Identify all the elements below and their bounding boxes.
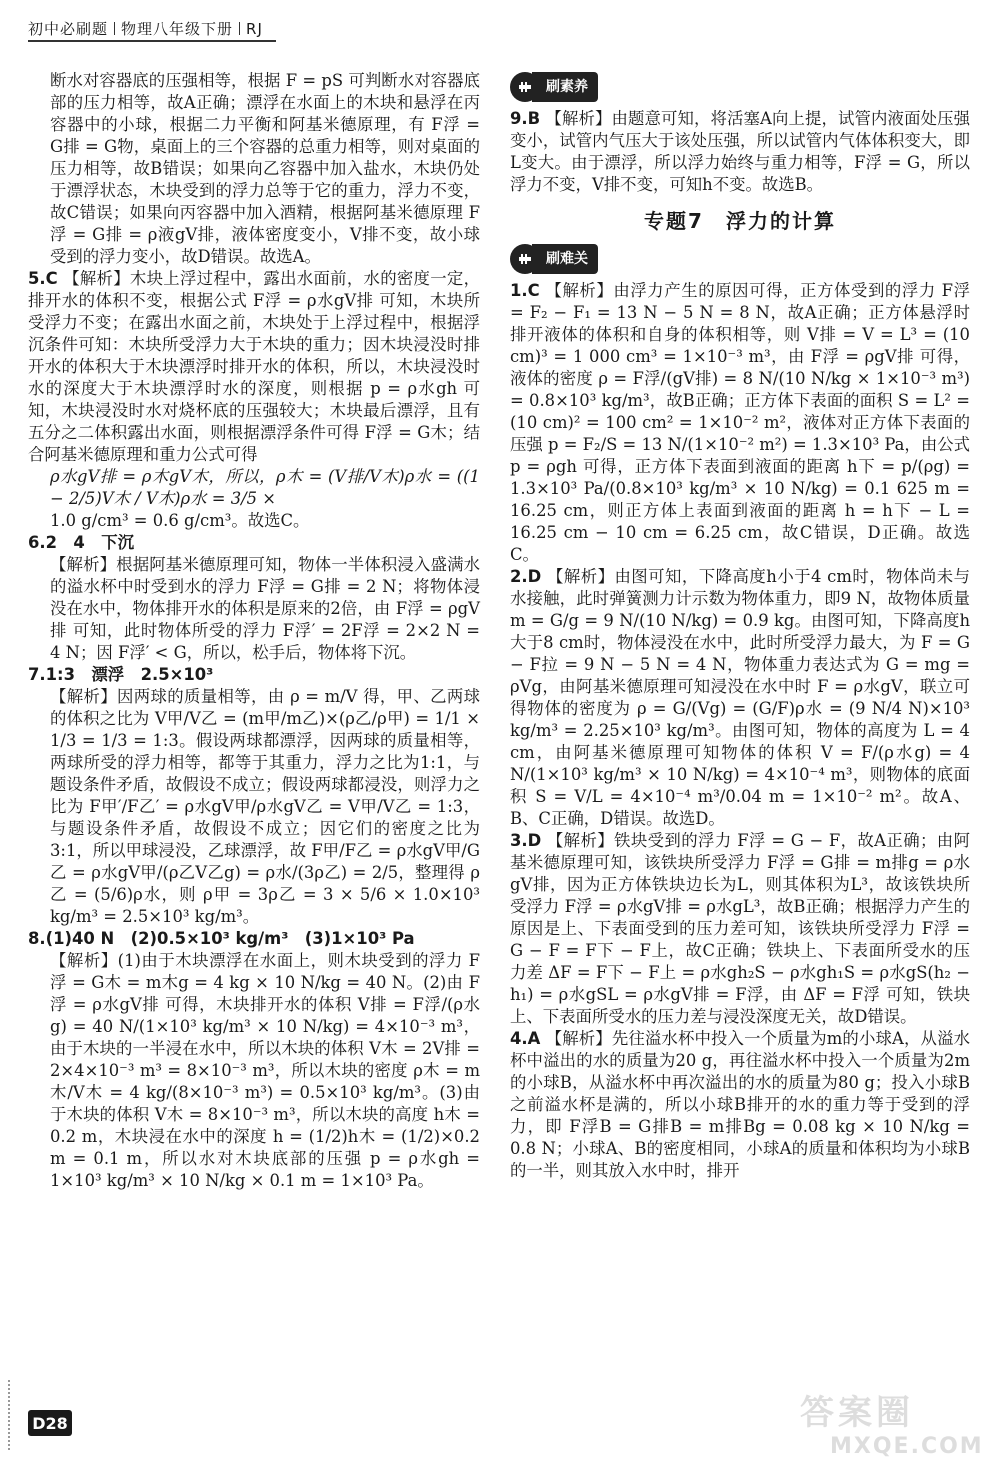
answer: 1:3 漂浮 2.5×10³ [45,665,214,684]
question-8 [28,928,480,950]
topic-title: 专题7 浮力的计算 [644,209,836,233]
answer: 2 4 下沉 [45,533,135,552]
question-number: 3.D [510,831,542,850]
page-header [28,18,263,39]
question-number: 6. [28,533,46,552]
page-number: D28 [28,1410,72,1436]
margin-dots [8,1380,16,1450]
right-column [510,70,970,1182]
solution-text: 【解析】先往溢水杯中投入一个质量为m的小球A，从溢水杯中溢出的水的质量为20 g，再往溢水杯中投入一个质量为2m的小球B，从溢水杯中再次溢出的水的质量为80 g；投入小球B之前溢水杯是满的，所以小球B排开的水的重力等于受到的浮力，即 F浮B = G排B = m排Bg = 0.08 kg × 10 N/kg = 0.8 N；小球A、B的密度相同，小球A的质量和体积均为小球B的一半，则其放入水中时，排开 [510,1029,970,1180]
solution-end: 1.0 g/cm³ = 0.6 g/cm³。故选C。 [50,511,310,530]
book-title: 初中必刷题 [28,20,109,38]
header-divider [114,22,115,35]
formula-line: ρ水gV排 = ρ木gV木，所以，ρ木 = (V排/V木)ρ水 = ((1 − 2/5)V木 / V木)ρ水 = 3/5 × [50,467,480,508]
solution-text: 【解析】由题意可知，将活塞A向上提，试管内液面处压强变小，试管内气压大于该处压强，所以试管内气体体积变大，即L变大。由于漂浮，所以浮力始终与重力相等，F浮 = G，所以浮力不变，V排不变，可知h不变。故选B。 [510,109,970,194]
answer: (1)40 N (2)0.5×10³ kg/m³ (3)1×10³ Pa [45,929,415,948]
question-number: 7. [28,665,46,684]
solution-text: 【解析】木块上浮过程中，露出水面前，水的密度一定，排开水的体积不变，根据公式 F浮 = ρ水gV排 可知，木块所受浮力不变；在露出水面之前，木块处于上浮过程中，根据浮沉条件可知：木块所受浮力大于木块的重力；因木块浸没时排开水的体积大于木块漂浮时排开水的体积，所以，木块浸没时水的深度大于木块漂浮时水的深度，则根据 p = ρ水gh 可知，木块浸没时水对烧杯底的压强较大；木块最后漂浮，且有五分之二体积露出水面，则根据漂浮条件可得 F浮 = G木；结合阿基米德原理和重力公式可得 [28,269,481,464]
solution-text: 【解析】因两球的质量相等，由 ρ = m/V 得，甲、乙两球的体积之比为 V甲/V乙 = (m甲/m乙)×(ρ乙/ρ甲) = 1/1 × 1/3 = 1/3 = 1:3。假设两球都漂浮，因两球的质量相等，两球所受的浮力相等，都等于其重力，浮力之比为1:1，与题设条件矛盾，故假设不成立；假设两球都浸没，则浮力之比为 F甲′/F乙′ = ρ水gV甲/ρ水gV乙 = V甲/V乙 = 1:3，与题设条件矛盾，故假设不成立；因它们的密度之比为3:1，所以甲球浸没，乙球漂浮，故 F甲/F乙 = ρ水gV甲/G乙 = ρ水gV甲/(ρ乙V乙g) = ρ水/(3ρ乙) = 2/5，整理得 ρ乙 = (5/6)ρ水，则 ρ甲 = 3ρ乙 = 3 × 5/6 × 1.0×10³ kg/m³ = 2.5×10³ kg/m³。 [50,687,480,926]
badge-label: 刷素养 [532,72,598,102]
section-badge [510,72,598,102]
section-badge [510,244,598,274]
solution-text: 【解析】根据阿基米德原理可知，物体一半体积浸入盛满水的溢水杯中时受到水的浮力 F浮 = G排 = 2 N；将物体浸没在水中，物体排开水的体积是原来的2倍，由 F浮 = ρgV排 可知，此时物体所受的浮力 F浮′ = 2F浮 = 2×2 N = 4 N；因 F浮′ < G，所以，松手后，物体将下沉。 [50,555,480,662]
left-column [28,70,480,1192]
header-divider [239,22,240,35]
edition-label: RJ [246,20,263,38]
badge-label: 刷难关 [532,244,598,274]
question-number: 9.B [510,109,541,128]
question-number: 8. [28,929,46,948]
question-7 [28,664,480,686]
question-number: 4.A [510,1029,541,1048]
watermark-top: 答案圈 [800,1393,914,1433]
hard-question-1 [510,280,970,566]
hard-question-3 [510,830,970,1028]
question-number: 5.C [28,269,58,288]
question-5 [28,268,480,466]
subject-title: 物理八年级下册 [121,20,234,38]
question-6 [28,532,480,554]
solution-text: 【解析】由图可知，下降高度h小于4 cm时，物体尚未与水接触，此时弹簧测力计示数为物体重力，即9 N，故物体质量 m = G/g = 9 N/(10 N/kg) = 0.9 kg。由图可知，下降高度h大于8 cm时，物体浸没在水中，此时所受浮力最大，为 F = G − F拉 = 9 N − 5 N = 4 N，物体重力表达式为 G = mg = ρVg，由阿基米德原理可知浸没在水中时 F = ρ水gV，联立可得物体的密度为 ρ = G/(Vg) = (G/F)ρ水 = (9 N/4 N)×10³ kg/m³ = 2.25×10³ kg/m³。由图可知，物体的高度为 L = 4 cm，由阿基米德原理可知物体的体积 V = F/(ρ水g) = 4 N/(1×10³ kg/m³ × 10 N/kg) = 4×10⁻⁴ m³，则物体的底面积 S = V/L = 4×10⁻⁴ m³/0.04 m = 1×10⁻² m²。故A、B、C正确，D错误。故选D。 [510,567,970,828]
question-number: 2.D [510,567,542,586]
watermark [800,1385,990,1459]
watermark-bottom: MXQE.COM [830,1434,984,1459]
solution-text: 【解析】铁块受到的浮力 F浮 = G − F，故A正确；由阿基米德原理可知，该铁块所受浮力 F浮 = G排 = m排g = ρ水gV排，因为正方体铁块边长为L，则其体积为L³，故该铁块所受浮力 F浮 = ρ水gV排 = ρ水gL³，故B正确；根据浮力产生的原因是上、下表面受到的压力差可知，该铁块所受浮力 F浮 = G − F = F下 − F上，故C正确；铁块上、下表面所受水的压力差 ΔF = F下 − F上 = ρ水gh₂S − ρ水gh₁S = ρ水gS(h₂ − h₁) = ρ水gSL = ρ水gV排 = F浮，由 ΔF = F浮 可知，铁块上、下表面所受水的压力差与浸没深度无关，故D错误。 [510,831,970,1026]
solution-text: 【解析】由浮力产生的原因可得，正方体受到的浮力 F浮 = F₂ − F₁ = 13 N − 5 N = 8 N，故A正确；正方体悬浮时排开液体的体积和自身的体积相等，则 V排 = V = L³ = (10 cm)³ = 1 000 cm³ = 1×10⁻³ m³，由 F浮 = ρgV排 可得，液体的密度 ρ = F浮/(gV排) = 8 N/(10 N/kg × 1×10⁻³ m³) = 0.8×10³ kg/m³，故B正确；正方体下表面的面积 S = L² = (10 cm)² = 100 cm² = 1×10⁻² m²，液体对正方体下表面的压强 p = F₂/S = 13 N/(1×10⁻² m²) = 1.3×10³ Pa，由公式 p = ρgh 可得，正方体下表面到液面的距离 h下 = p/(ρg) = 1.3×10³ Pa/(0.8×10³ kg/m³ × 10 N/kg) = 0.1 625 m = 16.25 cm，则正方体上表面到液面的距离 h = h下 − L = 16.25 cm − 10 cm = 6.25 cm，故C错误，D正确。故选C。 [510,281,970,564]
header-rule [28,40,276,42]
question-9 [510,108,970,196]
continued-paragraph: 断水对容器底的压强相等，根据 F = pS 可判断水对容器底部的压力相等，故A正确；漂浮在水面上的木块和悬浮在丙容器中的小球，根据二力平衡和阿基米德原理，有 F浮 = G排 = G物，桌面上的三个容器的总重力相等，则对桌面的压力相等，故B错误；如果向乙容器中加入盐水，木块仍处于漂浮状态，木块受到的浮力总等于它的重力，浮力不变，故C错误；如果向丙容器中加入酒精，根据阿基米德原理 F浮 = G排 = ρ液gV排，液体密度变小，V排不变，故小球受到的浮力变小，故D错误。故选A。 [50,71,480,266]
solution-text: 【解析】(1)由于木块漂浮在水面上，则木块受到的浮力 F浮 = G木 = m木g = 4 kg × 10 N/kg = 40 N。(2)由 F浮 = ρ水gV排 可得，木块排开水的体积 V排 = F浮/(ρ水g) = 40 N/(1×10³ kg/m³ × 10 N/kg) = 4×10⁻³ m³，由于木块的一半浸在水中，所以木块的体积 V木 = 2V排 = 2×4×10⁻³ m³ = 8×10⁻³ m³，所以木块的密度 ρ木 = m木/V木 = 4 kg/(8×10⁻³ m³) = 0.5×10³ kg/m³。(3)由于木块的体积 V木 = 8×10⁻³ m³，所以木块的高度 h木 = 0.2 m，木块浸在水中的深度 h = (1/2)h木 = (1/2)×0.2 m = 0.1 m，所以水对木块底部的压强 p = ρ水gh = 1×10³ kg/m³ × 10 N/kg × 0.1 m = 1×10³ Pa。 [50,951,480,1190]
hard-question-4 [510,1028,970,1182]
hard-question-2 [510,566,970,830]
question-number: 1.C [510,281,540,300]
